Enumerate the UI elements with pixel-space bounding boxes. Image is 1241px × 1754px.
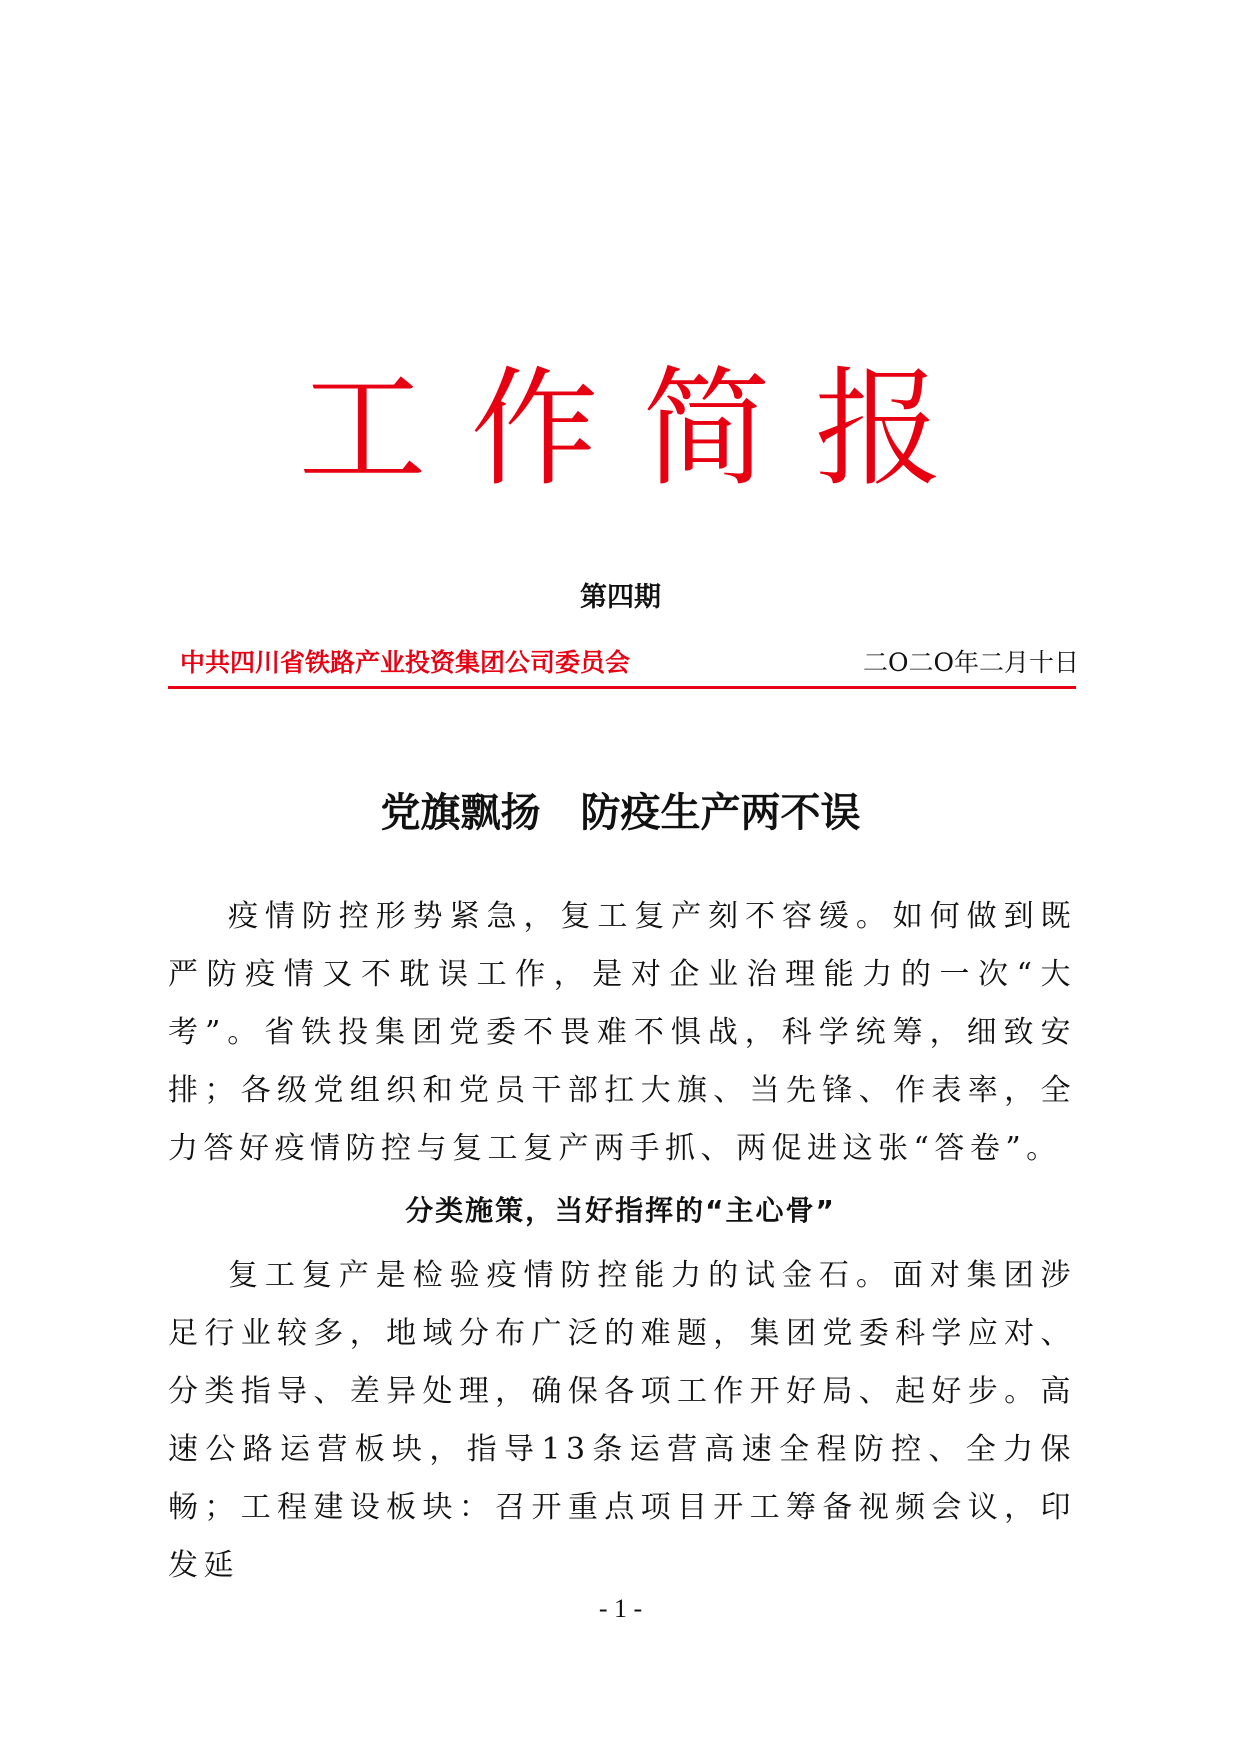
- section-heading: 分类施策，当好指挥的“主心骨”: [405, 1194, 836, 1227]
- article-headline: 党旗飘扬 防疫生产两不误: [380, 789, 861, 836]
- issue-number: 第四期: [580, 582, 661, 613]
- masthead-title: 工作简报: [298, 355, 987, 504]
- article-section-block: [168, 1247, 1076, 1595]
- publish-date: 二O二O年二月十日: [863, 648, 1079, 677]
- article-intro-paragraph: 疫情防控形势紧急，复工复产刻不容缓。如何做到既严防疫情又不耽误工作，是对企业治理能力的一次“大考”。省铁投集团党委不畏难不惧战，科学统筹，细致安排；各级党组织和党员干部扛大旗、当先锋、作表率，全力答好疫情防控与复工复产两手抓、两促进这张“答卷”。: [168, 899, 1076, 1166]
- section-paragraph: 复工复产是检验疫情防控能力的试金石。面对集团涉足行业较多，地域分布广泛的难题，集团党委科学应对、分类指导、差异处理，确保各项工作开好局、起好步。高速公路运营板块，指导13条运营高速全程防控、全力保畅；工程建设板块：召开重点项目开工筹备视频会议，印发延: [168, 1258, 1076, 1583]
- article-intro-block: [168, 888, 1076, 1178]
- publisher-organization: 中共四川省铁路产业投资集团公司委员会: [180, 648, 631, 677]
- page-number: - 1 -: [598, 1594, 643, 1623]
- red-divider-rule: [168, 686, 1076, 689]
